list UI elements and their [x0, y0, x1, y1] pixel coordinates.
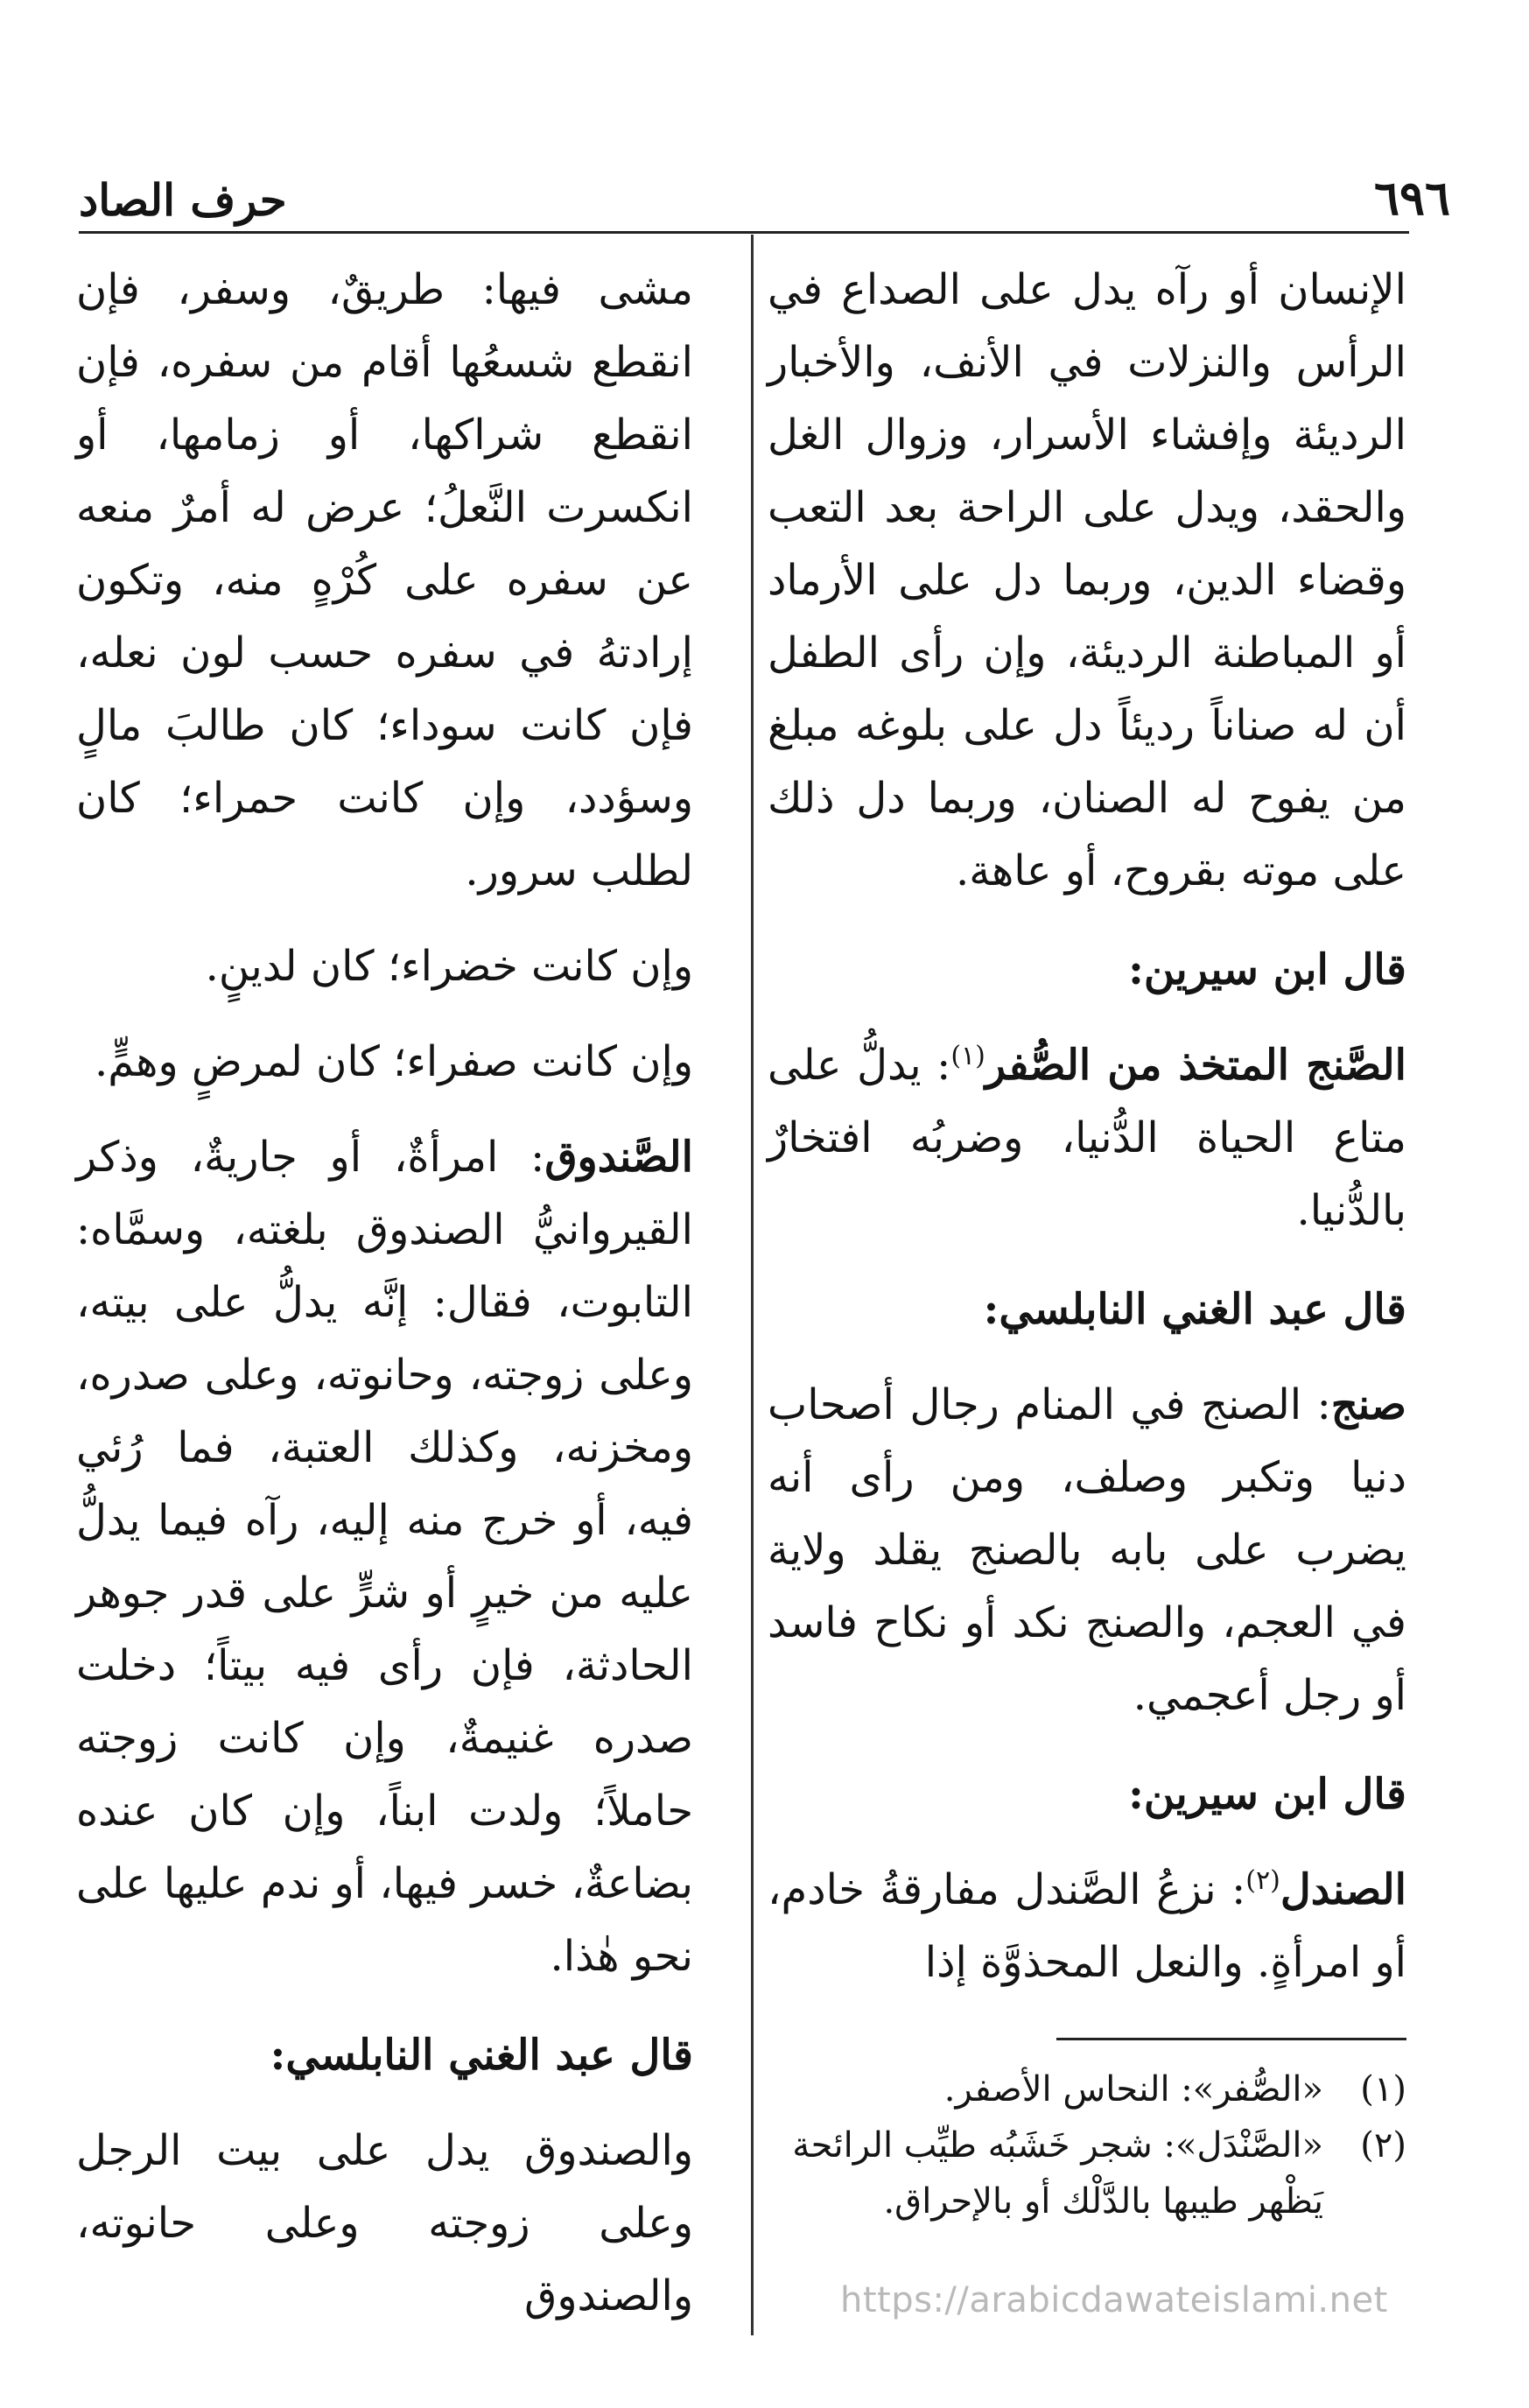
- entry-text: : يدلُّ على متاع الحياة الدُّنيا، وضربُه افتخارٌ بالدُّنيا.: [768, 1041, 1406, 1235]
- entry-term: صنج: [1330, 1380, 1406, 1429]
- footnote-ref: (١): [950, 1041, 985, 1071]
- footnote-text: «الصُّفر»: النحاس الأصفر.: [943, 2069, 1323, 2110]
- footnote-text: «الصَّنْدَل»: شجر خَشَبُه طيِّب الرائحة: [792, 2125, 1323, 2166]
- entry-term: الصَّنج المتخذ من الصُّفر: [985, 1041, 1407, 1090]
- running-header: [79, 156, 1450, 226]
- paragraph: وإن كانت صفراء؛ كان لمرضٍ وهمٍّ.: [94, 1037, 693, 1086]
- footnotes: [768, 2061, 1406, 2229]
- footnote-number: (٢): [1360, 2125, 1406, 2166]
- paragraph: وإن كانت خضراء؛ كان لدينٍ.: [205, 942, 693, 991]
- section-heading: قال ابن سيرين:: [1128, 1770, 1406, 1819]
- entry-text: : امرأةٌ، أو جاريةٌ، وذكر القيروانيُّ الصندوق بلغته، وسمَّاه: التابوت، فقال: إنَّه يدلُّ على بيته، وعلى زوجته، وحانوته، وعلى صدره، ومخزنه، وكذلك العتبة، فما رُئي فيه، أو خرج منه إليه، رآه فيما يدلُّ عليه من خيرٍ أو شرٍّ على قدر جوهر الحادثة، فإن رأى فيه بيتاً؛ دخلت صدره غنيمةٌ، وإن كانت زوجته حاملاً؛ ولدت ابناً، وإن كان عنده بضاعةٌ، خسر فيها، أو ندم عليها على نحو هٰذا.: [76, 1133, 693, 1981]
- footnote-2-continuation: يَظْهر طيبها بالدَّلْك أو بالإحراق.: [883, 2181, 1323, 2222]
- section-heading: قال عبد الغني النابلسي:: [270, 2031, 693, 2080]
- footnote-rule: [1056, 2038, 1406, 2040]
- column-divider: [751, 235, 754, 2335]
- footnote-number: (١): [1360, 2069, 1406, 2110]
- entry-text: : نزعُ الصَّندل مفارقةُ خادم، أو امرأةٍ. والنعل المحذوَّة إذا: [768, 1865, 1406, 1987]
- section-heading: قال عبد الغني النابلسي:: [983, 1285, 1406, 1334]
- watermark-url: https://arabicdawateislami.net: [840, 2280, 1388, 2320]
- entry-term: الصندل: [1280, 1865, 1406, 1914]
- paragraph: الإنسان أو رآه يدل على الصداع في الرأس والنزلات في الأنف، والأخبار الرديئة وإفشاء الأسرار، وزوال الغل والحقد، ويدل على الراحة بعد التعب وقضاء الدين، وربما دل على الأرماد أو المباطنة الرديئة، وإن رأى الطفل أن له صناناً رديئاً دل على بلوغه مبلغ من يفوح له الصنان، وربما دل ذلك على موته بقروح، أو عاهة.: [768, 265, 1406, 895]
- right-column: [768, 254, 1406, 1999]
- header-rule: [79, 231, 1409, 234]
- paragraph: والصندوق يدل على بيت الرجل وعلى زوجته وعلى حانوته، والصندوق: [76, 2126, 693, 2320]
- section-heading: قال ابن سيرين:: [1128, 945, 1406, 994]
- footnote-ref: (٢): [1245, 1865, 1280, 1896]
- entry-term: الصَّندوق: [544, 1133, 693, 1182]
- entry-text: : الصنج في المنام رجال أصحاب دنيا وتكبر وصلف، ومن رأى أنه يضرب على بابه بالصنج يقلد ولاية في العجم، والصنج نكد أو نكاح فاسد أو رجل أعجمي.: [768, 1380, 1406, 1720]
- footnote-1: [768, 2061, 1406, 2117]
- page-number: ٦٩٦: [1373, 170, 1450, 226]
- paragraph: مشى فيها: طريقٌ، وسفر، فإن انقطع شسعُها أقام من سفره، فإن انقطع شراكها، أو زمامها، أو انكسرت النَّعلُ؛ عرض له أمرٌ منعه عن سفره على كُرْهٍ منه، وتكون إرادتهُ في سفره حسب لون نعله، فإن كانت سوداء؛ كان طالبَ مالٍ وسؤدد، وإن كانت حمراء؛ كان لطلب سرور.: [76, 265, 693, 895]
- chapter-title: حرف الصاد: [79, 174, 287, 226]
- left-column: [76, 254, 693, 2333]
- entry-sunduq: [76, 1121, 693, 1993]
- entry-saanj-sufr: [768, 1029, 1406, 1247]
- entry-sandal: [768, 1854, 1406, 1999]
- footnote-2: [768, 2117, 1406, 2173]
- entry-saanj: [768, 1369, 1406, 1732]
